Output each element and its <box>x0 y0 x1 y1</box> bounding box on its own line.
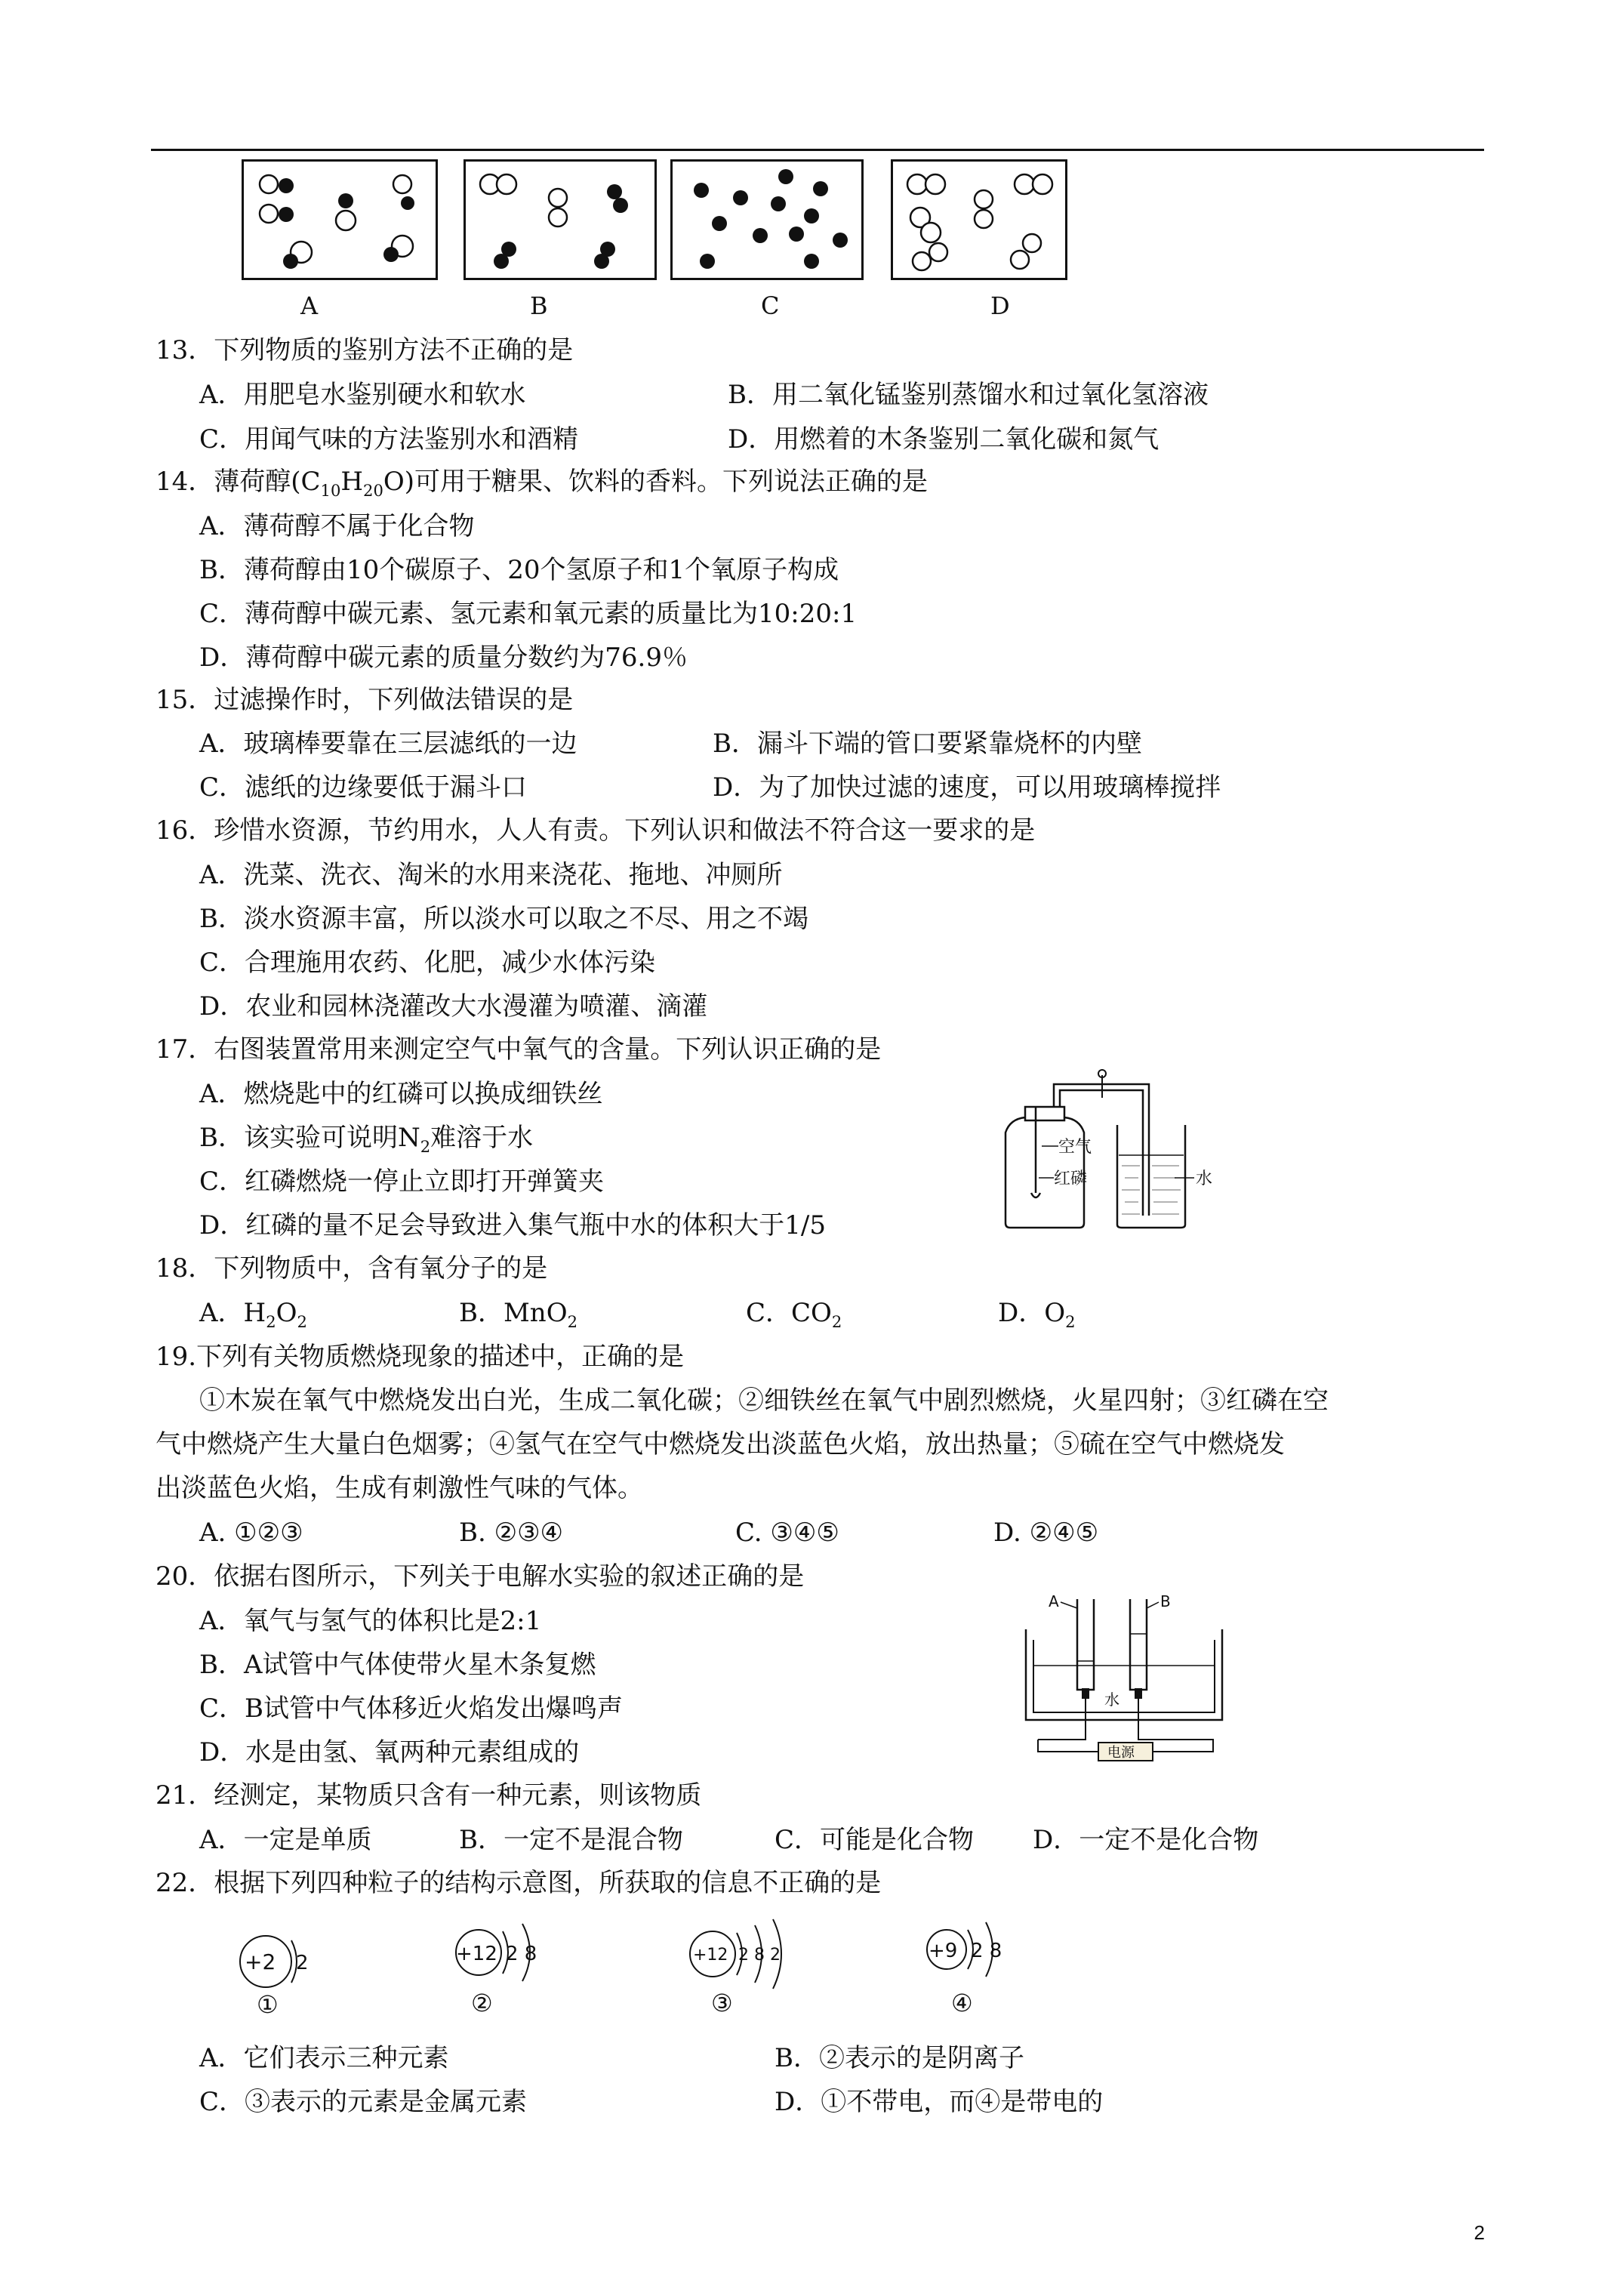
particle-box-a <box>242 159 438 280</box>
option-part: O <box>276 1298 297 1328</box>
option: B．用二氧化锰鉴别蒸馏水和过氧化氢溶液 <box>728 380 1209 410</box>
question-stem: 依据右图所示，下列关于电解水实验的叙述正确的是 <box>214 1561 805 1592</box>
question-number: 21． <box>156 1780 214 1811</box>
option: A．薄荷醇不属于化合物 <box>199 511 475 541</box>
nucleus-charge: +12 <box>693 1946 728 1965</box>
diagram-label: ③ <box>711 1989 733 2016</box>
option-part: C．CO <box>746 1298 832 1328</box>
battery-label: 电源 <box>1107 1745 1135 1761</box>
subscript: 20 <box>363 480 383 500</box>
header-rule <box>151 149 1484 151</box>
electron-shells: 2 8 <box>971 1940 1002 1962</box>
question-number: 15． <box>156 685 214 715</box>
question-number: 20． <box>156 1561 214 1592</box>
option: A. ①②③ <box>199 1518 303 1548</box>
question-body: 出淡蓝色火焰，生成有刺激性气味的气体。 <box>156 1473 643 1503</box>
question-number: 13． <box>156 335 214 365</box>
particle-box-d <box>891 159 1067 280</box>
particle-diagram-b <box>466 162 654 278</box>
stem-part: H <box>340 467 364 497</box>
question-stem: 珍惜水资源，节约用水，人人有责。下列认识和做法不符合这一要求的是 <box>214 815 1036 846</box>
figure-label-water: 水 <box>1104 1690 1119 1709</box>
question-13 <box>156 334 573 367</box>
tube-label-b: B <box>1160 1592 1171 1610</box>
option: C．滤纸的边缘要低于漏斗口 <box>199 772 528 803</box>
question-stem: 下列有关物质燃烧现象的描述中，正确的是 <box>196 1342 685 1372</box>
subscript: 2 <box>420 1136 431 1156</box>
nucleus-charge: +12 <box>456 1943 497 1965</box>
option: A．一定是单质 <box>199 1825 372 1855</box>
figure-label-phosphorus: 红磷 <box>1054 1170 1088 1188</box>
electron-shells: 2 <box>296 1952 309 1974</box>
particle-diagram-a <box>244 162 436 278</box>
option: B. ②③④ <box>459 1518 564 1548</box>
option: A．玻璃棒要靠在三层滤纸的一边 <box>199 729 577 759</box>
particle-box-b <box>463 159 657 280</box>
option-part: B．该实验可说明N <box>199 1123 420 1153</box>
question-22 <box>156 1866 881 1900</box>
option: A．燃烧匙中的红磷可以换成细铁丝 <box>199 1079 603 1109</box>
question-stem: 右图装置常用来测定空气中氧气的含量。下列认识正确的是 <box>214 1034 882 1065</box>
option: B．漏斗下端的管口要紧靠烧杯的内壁 <box>713 729 1142 759</box>
stem-part: 薄荷醇(C <box>214 467 321 497</box>
option: D．薄荷醇中碳元素的质量分数约为76.9％ <box>199 643 688 673</box>
atom-diagram-2 <box>448 1915 562 2016</box>
electron-shells: 2 8 <box>506 1943 537 1965</box>
question-14 <box>156 465 928 507</box>
question-number: 17． <box>156 1034 214 1065</box>
question-17 <box>156 1033 881 1066</box>
option: C．B试管中气体移近火焰发出爆鸣声 <box>199 1693 623 1724</box>
question-stem: 下列物质中，含有氧分子的是 <box>214 1253 548 1284</box>
option: D．①不带电，而④是带电的 <box>775 2087 1104 2117</box>
option: A．氧气与氢气的体积比是2:1 <box>199 1606 542 1636</box>
question-16 <box>156 814 1035 847</box>
option: C. ③④⑤ <box>735 1518 839 1548</box>
diagram-label: ④ <box>951 1989 973 2016</box>
option: C．红磷燃烧一停止立即打开弹簧夹 <box>199 1166 605 1197</box>
figure-label-water: 水 <box>1196 1170 1213 1188</box>
question-number: 14． <box>156 467 214 497</box>
subscript: 10 <box>320 480 341 500</box>
particle-diagram-c <box>673 162 861 278</box>
question-18 <box>156 1252 547 1285</box>
subscript: 2 <box>831 1311 842 1331</box>
option-part: 难溶于水 <box>430 1123 534 1153</box>
option-part: B．MnO <box>459 1298 568 1328</box>
option: D．用燃着的木条鉴别二氧化碳和氮气 <box>728 424 1160 455</box>
option <box>199 1296 307 1339</box>
option: C．合理施用农药、化肥，减少水体污染 <box>199 948 656 978</box>
option-part: A．H <box>199 1298 266 1328</box>
question-19 <box>156 1340 684 1373</box>
option: D．一定不是化合物 <box>1033 1825 1259 1855</box>
diagram-label: ② <box>471 1989 493 2016</box>
question-body: ①木炭在氧气中燃烧发出白光，生成二氧化碳；②细铁丝在氧气中剧烈燃烧，火星四射；③红磷在空 <box>199 1385 1329 1416</box>
box-label-b: B <box>530 291 548 320</box>
atom-diagram-3 <box>684 1915 812 2016</box>
option: B．②表示的是阴离子 <box>775 2043 1024 2073</box>
subscript: 2 <box>266 1311 276 1331</box>
question-stem: 经测定，某物质只含有一种元素，则该物质 <box>214 1780 702 1811</box>
oxygen-measurement-apparatus <box>989 1065 1238 1232</box>
subscript: 2 <box>567 1311 577 1331</box>
box-label-d: D <box>990 291 1010 320</box>
nucleus-charge: +2 <box>245 1949 276 1974</box>
option: D．红磷的量不足会导致进入集气瓶中水的体积大于1/5 <box>199 1210 826 1240</box>
stem-part: O)可用于糖果、饮料的香料。下列说法正确的是 <box>383 467 928 497</box>
option: D．为了加快过滤的速度，可以用玻璃棒搅拌 <box>713 772 1221 803</box>
question-number: 19. <box>156 1342 197 1372</box>
option <box>998 1296 1076 1339</box>
option: B．A试管中气体使带火星木条复燃 <box>199 1650 596 1680</box>
particle-box-c <box>670 159 864 280</box>
option-b <box>199 1121 533 1163</box>
figure-label-air: 空气 <box>1058 1138 1092 1157</box>
atom-diagram-4 <box>919 1915 1033 2016</box>
box-label-a: A <box>300 291 319 320</box>
electrolysis-apparatus <box>1023 1592 1227 1764</box>
option: A．它们表示三种元素 <box>199 2043 449 2073</box>
tube-label-a: A <box>1049 1592 1059 1610</box>
particle-diagram-d <box>893 162 1065 278</box>
question-20 <box>156 1560 804 1593</box>
page-number: 2 <box>1474 2221 1485 2244</box>
option <box>746 1296 842 1339</box>
question-number: 16． <box>156 815 214 846</box>
option: C．③表示的元素是金属元素 <box>199 2087 528 2117</box>
option-part: D．O <box>998 1298 1066 1328</box>
box-label-c: C <box>761 291 780 320</box>
question-stem: 根据下列四种粒子的结构示意图，所获取的信息不正确的是 <box>214 1868 882 1898</box>
option: C．薄荷醇中碳元素、氢元素和氧元素的质量比为10:20:1 <box>199 599 858 629</box>
diagram-label: ① <box>257 1990 279 2016</box>
option: B．薄荷醇由10个碳原子、20个氢原子和1个氧原子构成 <box>199 555 839 585</box>
option: A．洗菜、洗衣、淘米的水用来浇花、拖地、冲厕所 <box>199 860 783 890</box>
nucleus-charge: +9 <box>929 1940 958 1962</box>
option: D．水是由氢、氧两种元素组成的 <box>199 1737 580 1767</box>
option: B．一定不是混合物 <box>459 1825 683 1855</box>
question-body: 气中燃烧产生大量白色烟雾；④氢气在空气中燃烧发出淡蓝色火焰，放出热量；⑤硫在空气中燃烧发 <box>156 1429 1285 1459</box>
subscript: 2 <box>1065 1311 1076 1331</box>
question-15 <box>156 683 573 717</box>
question-number: 22． <box>156 1868 214 1898</box>
electron-shells: 2 8 2 <box>738 1946 781 1965</box>
question-stem: 过滤操作时，下列做法错误的是 <box>214 685 574 715</box>
option: D．农业和园林浇灌改大水漫灌为喷灌、滴灌 <box>199 991 708 1022</box>
question-stem: 下列物质的鉴别方法不正确的是 <box>214 335 574 365</box>
option: A．用肥皂水鉴别硬水和软水 <box>199 380 526 410</box>
option: B．淡水资源丰富，所以淡水可以取之不尽、用之不竭 <box>199 904 808 934</box>
question-number: 18． <box>156 1253 214 1284</box>
option: C．用闻气味的方法鉴别水和酒精 <box>199 424 579 455</box>
question-21 <box>156 1779 701 1812</box>
option <box>459 1296 577 1339</box>
option: C．可能是化合物 <box>775 1825 975 1855</box>
subscript: 2 <box>297 1311 307 1331</box>
atom-diagram-1 <box>226 1918 332 2016</box>
option: D. ②④⑤ <box>993 1518 1099 1548</box>
